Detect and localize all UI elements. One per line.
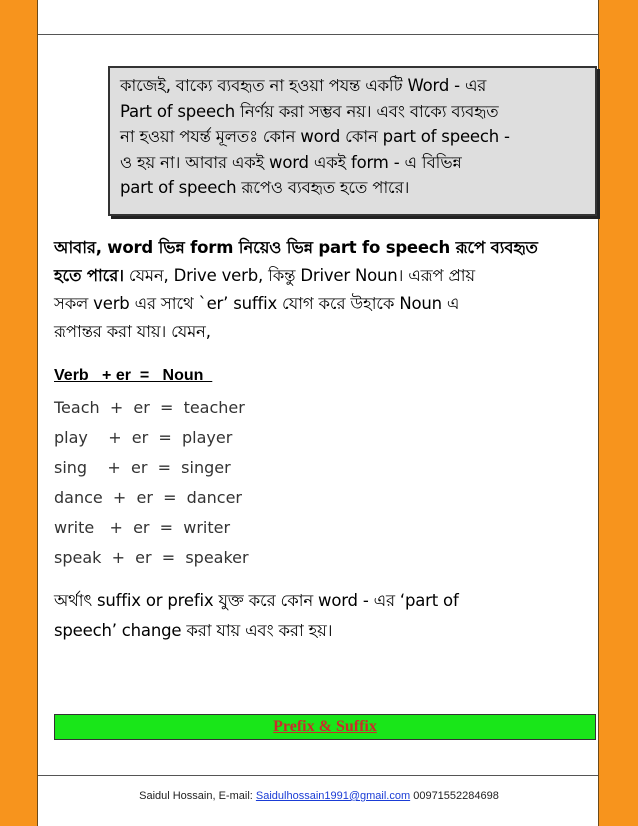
paragraph-line: রূপান্তর করা যায়। যেমন, (54, 322, 211, 341)
footer-phone: 00971552284698 (410, 790, 499, 802)
intro-line: part of speech রূপেও ব্যবহৃত হতে পারে। (120, 178, 410, 197)
conclusion-line: speech’ change করা যায় এবং করা হয়। (54, 621, 333, 640)
paragraph-line-rest: যেমন, Drive verb, কিন্তু Driver Noun। এরূপ প্রায় (123, 266, 475, 285)
footer-author: Saidul Hossain, E-mail: (139, 790, 256, 802)
example-item: Teach + er = teacher (54, 398, 245, 417)
intro-line: Part of speech নির্ণয় করা সম্ভব নয়। এবং বাক্যে ব্যবহৃত (120, 101, 499, 121)
intro-box (108, 66, 597, 216)
paragraph-bold-phrase: হতে পারে। (54, 266, 124, 285)
intro-line: না হওয়া পযর্ন্ত মূলতঃ কোন word কোন part of speech - (120, 127, 510, 146)
example-item: dance + er = dancer (54, 488, 242, 507)
rule-heading: Verb + er = Noun (54, 367, 213, 384)
paragraph-line (54, 262, 594, 290)
intro-line: কাজেই, বাক্যে ব্যবহৃত না হওয়া পযন্ত একটি Word - এর (120, 76, 487, 95)
example-item: sing + er = singer (54, 458, 231, 477)
right-orange-border (598, 0, 638, 826)
section-title-bar: Prefix & Suffix (54, 714, 596, 740)
example-item: write + er = writer (54, 518, 231, 537)
page-footer (0, 790, 638, 802)
conclusion-line: অর্থাৎ suffix or prefix যুক্ত করে কোন word - এর ‘part of (54, 591, 459, 610)
conclusion-paragraph (54, 586, 594, 646)
paragraph-line: আবার, word ভিন্ন form নিয়েও ভিন্ন part fo speech রূপে ব্যবহৃত (54, 238, 538, 257)
explanation-paragraph (54, 234, 594, 346)
top-rule (38, 34, 598, 35)
left-orange-border (0, 0, 38, 826)
footer-email-link[interactable]: Saidulhossain1991@gmail.com (255, 790, 411, 802)
paragraph-line: সকল verb এর সাথে `er’ suffix যোগ করে উহাকে Noun এ (54, 294, 460, 313)
intro-line: ও হয় না। আবার একই word একই form - এ বিভিন্ন (120, 152, 462, 172)
example-list (54, 393, 249, 573)
bottom-rule (38, 775, 598, 776)
example-item: play + er = player (54, 428, 233, 447)
example-item: speak + er = speaker (54, 548, 249, 567)
